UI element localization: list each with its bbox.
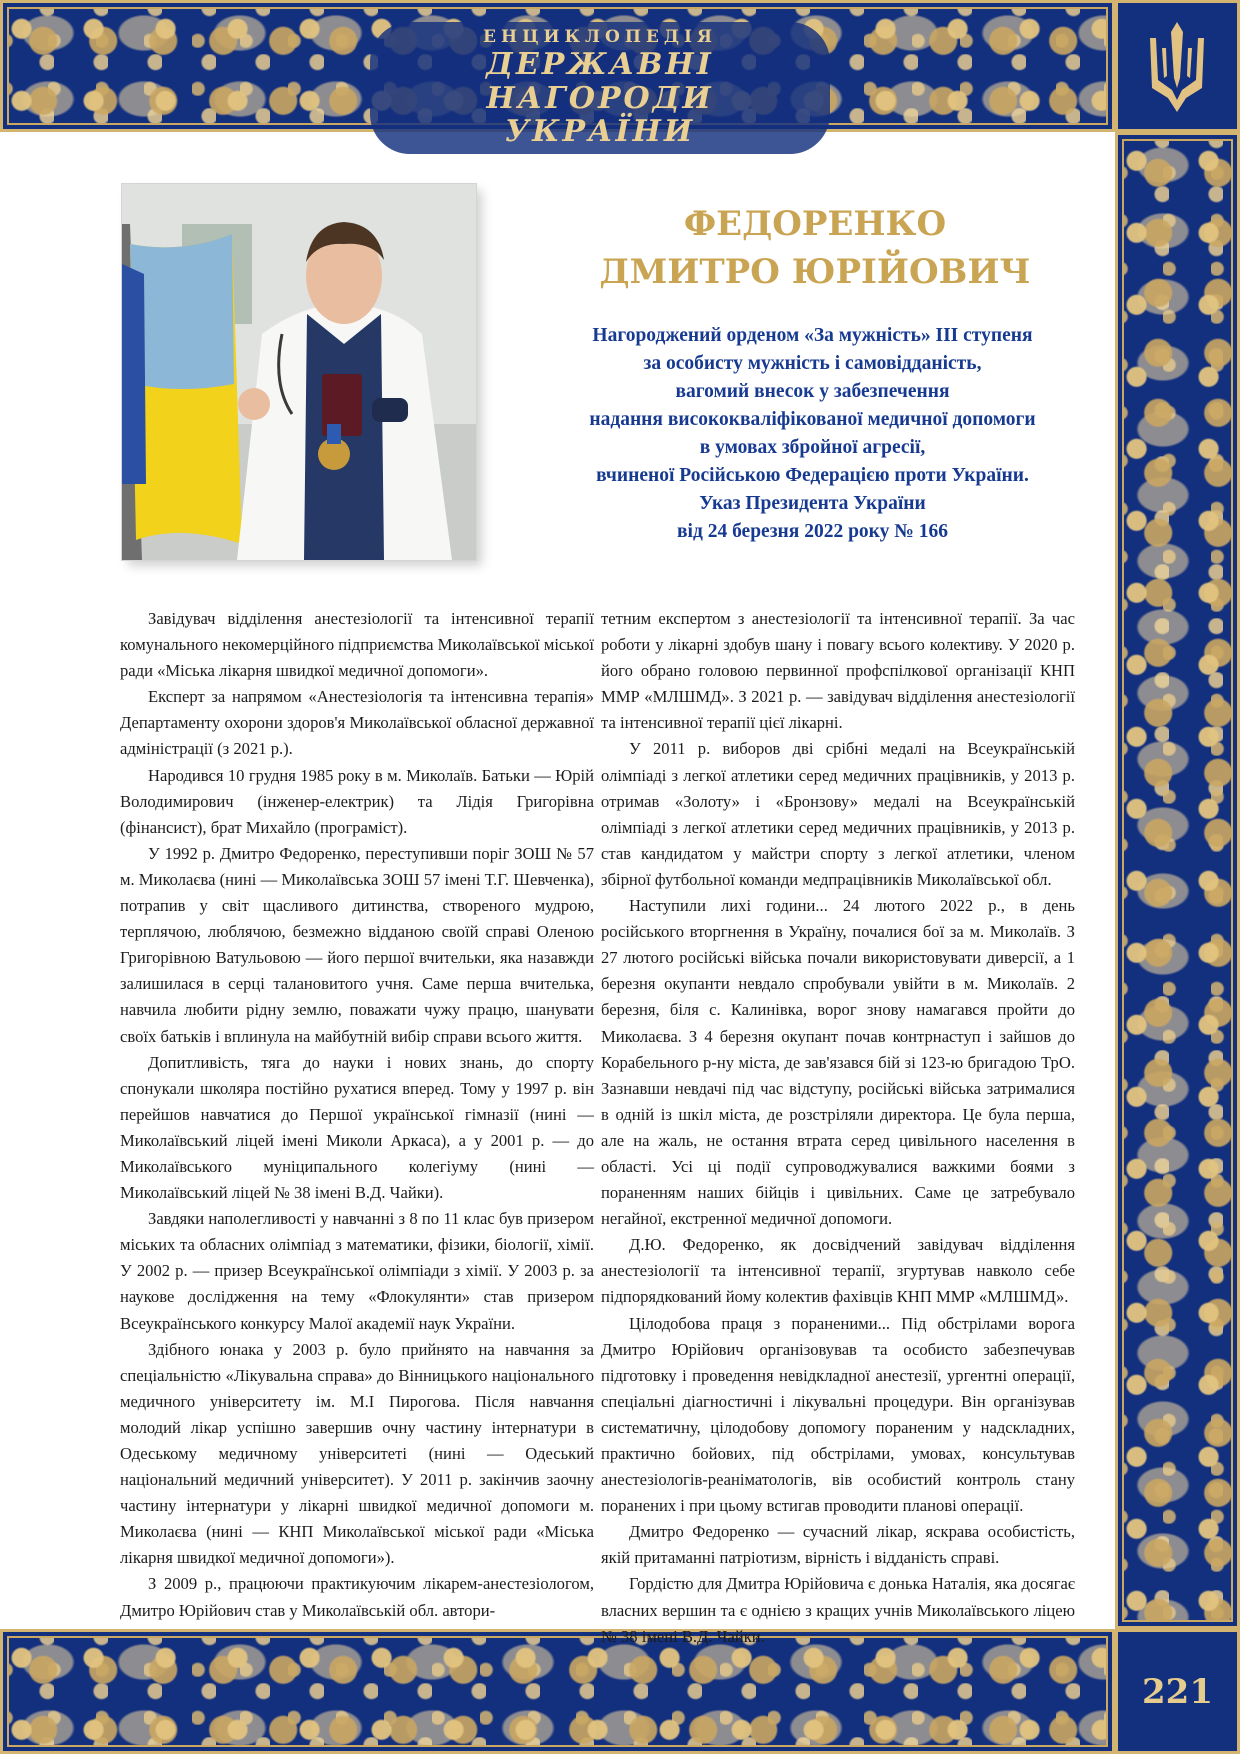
biography-left-column (120, 606, 594, 1624)
paragraph: Експерт за напрямом «Анестезіологія та інтенсивна терапія» Департаменту охорони здоров'я Миколаївської обласної державної адміністрації (з 2021 р.). (120, 687, 594, 759)
surname: ФЕДОРЕНКО (683, 204, 947, 244)
award-line: вчиненої Російською Федерацією проти України. (596, 465, 1029, 486)
paragraph: Наступили лихі години... 24 лютого 2022 р., в день російського вторгнення в Україну, почалися бої за м. Миколаїв. З 27 лютого російські війська почали використовувати диверсії, а 1 березня окупанти невдало спробували увійти в м. Миколаїв. 2 березня, біля с. Калинівка, ворог знову намагався пройти до Миколаєва. З 4 березня окупант почав контрнаступ і зайшов до Корабельного р-ну міста, де зав'язався бій зі 123-ю бригадою ТрО. Зазнавши невдачі під час відступу, російські війська затрималися в одній із шкіл міста, де розстріляли директора. Це була перша, але на жаль, не остання втрата серед цивільного населення в області. Усі ці події супроводжувалися важкими боями з пораненням наших бійців і цивільних. Саме це затребувало негайної, екстренної медичної допомоги. (601, 896, 1075, 1229)
award-line: вагомий внесок у забезпечення (675, 381, 950, 402)
paragraph: З 2009 р., працюючи практикуючим лікарем-анестезіологом, Дмитро Юрійович став у Миколаївській обл. автори- (120, 1574, 594, 1620)
paragraph-continued: тетним експертом з анестезіології та інтенсивної терапії. За час роботи у лікарні здобув шану і повагу всього колективу. У 2020 р. його обрано головою первинної профспілкової організації КНП ММР «МЛШМД». З 2021 р. — завідувач відділення анестезіології та інтенсивної терапії цієї лікарні. (601, 609, 1075, 733)
page-number: 221 (1142, 1671, 1213, 1712)
awardee-name (560, 200, 1070, 296)
paragraph: Народився 10 грудня 1985 року в м. Миколаїв. Батьки — Юрій Володимирович (інженер-електрик) та Лідія Григорівна (фінансист), брат Михайло (програміст). (120, 765, 594, 837)
masthead-line-3: УКРАЇНИ (504, 114, 696, 149)
paragraph: У 2011 р. виборов дві срібні медалі на Всеукраїнській олімпіаді з легкої атлетики серед медичних працівників, у 2013 р. отримав «Золоту» і «Бронзову» медалі на Всеукраїнській олімпіаді з легкої атлетики серед медичних працівників, у 2013 р. став кандидатом у майстри спорту з легкої атлетики, членом збірної футбольної команди медпрацівників Миколаївської обл. (601, 739, 1075, 889)
right-ornament-band (1115, 132, 1240, 1629)
masthead-line-2: ДЕРЖАВНІ НАГОРОДИ (486, 47, 714, 116)
biography-right-column (601, 606, 1075, 1650)
award-line: за особисту мужність і самовідданість, (643, 353, 982, 374)
paragraph: Дмитро Федоренко — сучасний лікар, яскрава особистість, якій притаманні патріотизм, вірність і відданість справі. (601, 1522, 1075, 1568)
encyclopedia-masthead (370, 22, 830, 154)
paragraph: Здібного юнака у 2003 р. було прийнято на навчання за спеціальністю «Лікувальна справа» до Вінницького національного медичного університету ім. М.І Пирогова. Після навчання молодий лікар успішно завершив очну частину інтернатури в Одеському медичному університеті (нині — Одеський національний медичний університет). У 2011 р. закінчив заочну частину інтернатури у лікарні швидкої медичної допомоги м. Миколаєва (нині — КНП Миколаївської міської ради «Міська лікарня швидкої медичної допомоги»). (120, 1339, 594, 1568)
decree-title: Указ Президента України (699, 493, 926, 514)
portrait-illustration (122, 184, 476, 560)
crest-box (1115, 0, 1240, 132)
paragraph: Цілодобова праця з пораненими... Під обстрілами ворога Дмитро Юрійович організовував та особисто забезпечував підготовку і проведення невідкладної анестезії, ургентні операції, спеціальні діагностичні і лікувальні процедури. Він організував систематичну, цілодобову допомогу пораненим у надскладних, практично бойових, під обстрілами, умовах, консультував анестезіологів-реаніматологів, вів особистий контроль стану поранених і при цьому встигав проводити планові операції. (601, 1313, 1075, 1516)
paragraph: Завдяки наполегливості у навчанні з 8 по 11 клас був призером міських та обласних олімпіад з математики, фізики, біології, хімії. У 2002 р. — призер Всеукраїнської олімпіади з хімії. У 2003 р. за наукове дослідження на тему «Флокулянти» став призером Всеукраїнського конкурсу Малої академії наук України. (120, 1209, 594, 1333)
page-number-box (1115, 1629, 1240, 1754)
paragraph: Гордістю для Дмитра Юрійовича є донька Наталія, яка досягає власних вершин та є однією з кращих учнів Миколаївського ліцею № 38 імені В.Д. Чайки. (601, 1574, 1075, 1646)
decree-date: від 24 березня 2022 року № 166 (677, 521, 948, 542)
portrait-photo (122, 184, 476, 560)
award-line: в умовах збройної агресії, (699, 437, 926, 458)
masthead-line-1: ЕНЦИКЛОПЕДІЯ (483, 27, 717, 47)
paragraph: Допитливість, тяга до науки і нових знань, до спорту спонукали школяра постійно рухатися вперед. Тому у 1997 р. він перейшов навчатися до Першої української гімназії (нині — Миколаївський ліцей імені Миколи Аркаса), а у 2001 р. — до Миколаївського муніципального колегіуму (нині — Миколаївський ліцей № 38 імені В.Д. Чайки). (120, 1052, 594, 1203)
given-names: ДМИТРО ЮРІЙОВИЧ (599, 252, 1031, 292)
paragraph: Д.Ю. Федоренко, як досвідчений завідувач відділення анестезіології та інтенсивної терапії, згуртував навколо себе підпорядкований йому колектив фахівців КНП ММР «МЛШМД». (601, 1235, 1075, 1307)
paragraph: Завідувач відділення анестезіології та інтенсивної терапії комунального некомерційного підприємства Миколаївської міської ради «Міська лікарня швидкої медичної допомоги». (120, 609, 594, 681)
paragraph: У 1992 р. Дмитро Федоренко, переступивши поріг ЗОШ № 57 м. Миколаєва (нині — Миколаївська ЗОШ 57 імені Т.Г. Шевченка), потрапив у світ щасливого дитинства, створеного мудрою, терплячою, люблячою, безмежно відданою своїй справі Оленою Григорівною Ватульовою — його першої вчительки, яка назавжди залишилася в серці талановитого учня. Саме перша вчителька, навчила любити рідну землю, поважати чужу працю, шанувати своїх батьків і вплинула на майбутній вибір справи всього життя. (120, 843, 594, 1046)
trident-icon (1142, 18, 1212, 114)
award-line: надання висококваліфікованої медичної допомоги (589, 409, 1036, 430)
award-line: Нагороджений орденом «За мужність» ІІІ ступеня (592, 325, 1033, 346)
award-citation (530, 322, 1095, 546)
